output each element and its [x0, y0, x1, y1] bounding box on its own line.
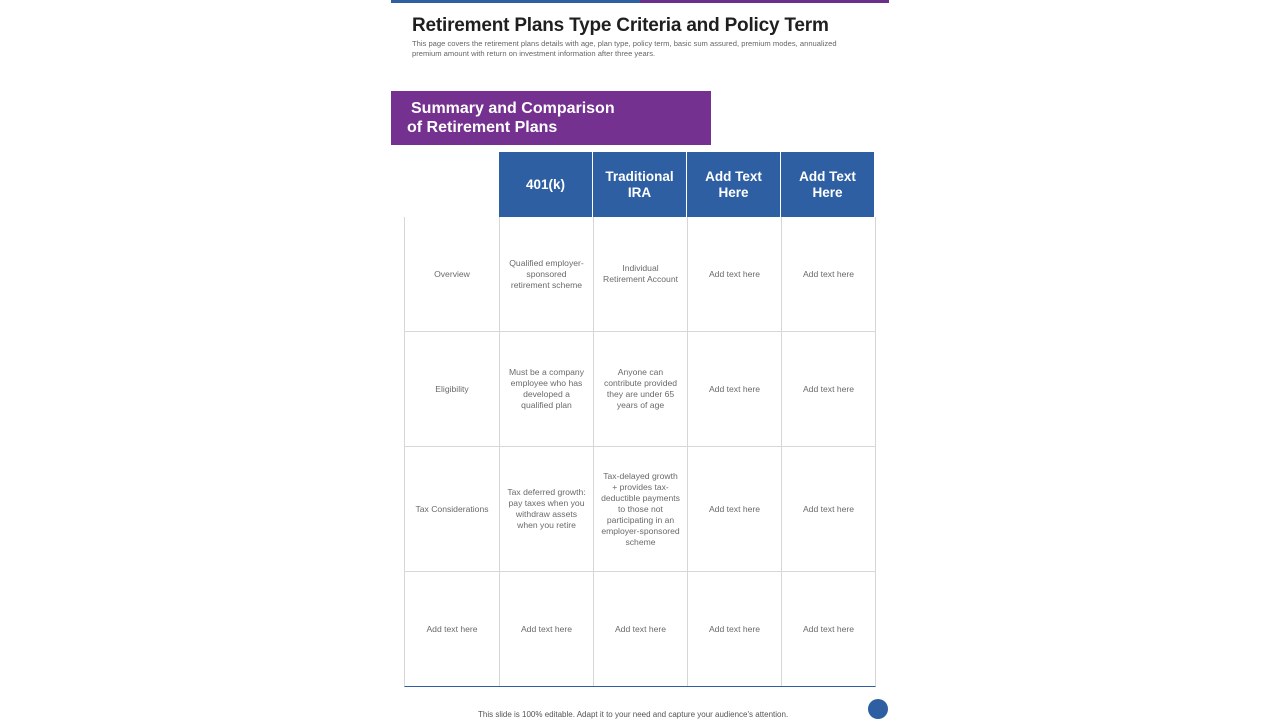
table-cell: Add text here [687, 447, 781, 571]
section-banner [391, 91, 711, 145]
table-cell: Add text here [593, 572, 687, 686]
table-cell: Add text here [781, 217, 875, 331]
table-body [404, 217, 876, 687]
comparison-table [404, 152, 876, 687]
column-header-traditional-ira: Traditional IRA [592, 152, 686, 217]
top-accent-purple [640, 0, 889, 3]
section-banner-line1: Summary and Comparison [411, 100, 615, 117]
table-cell: Qualified employer-sponsored retirement scheme [499, 217, 593, 331]
page-indicator-dot [868, 699, 888, 719]
column-header-401k: 401(k) [498, 152, 592, 217]
column-header-add-text-2: Add Text Here [780, 152, 874, 217]
table-cell: Anyone can contribute provided they are under 65 years of age [593, 332, 687, 446]
table-cell: Must be a company employee who has developed a qualified plan [499, 332, 593, 446]
top-accent-blue [391, 0, 640, 3]
column-header-add-text-1: Add Text Here [686, 152, 780, 217]
page-title: Retirement Plans Type Criteria and Policy Term [412, 15, 829, 36]
section-banner-line2: of Retirement Plans [407, 119, 558, 136]
row-label: Overview [434, 268, 470, 279]
table-cell: Tax-delayed growth + provides tax-deductible payments to those not participating in an employer-sponsored scheme [593, 447, 687, 571]
table-cell: Add text here [781, 332, 875, 446]
table-row-tax-considerations [405, 446, 875, 571]
table-row-overview [405, 217, 875, 331]
table-cell: Tax deferred growth: pay taxes when you withdraw assets when you retire [499, 447, 593, 571]
row-label: Add text here [426, 623, 478, 634]
table-cell: Add text here [781, 572, 875, 686]
top-accent-bar [391, 0, 889, 3]
table-cell: Add text here [687, 572, 781, 686]
table-header-spacer [404, 152, 498, 217]
table-cell: Individual Retirement Account [593, 217, 687, 331]
footer-note-text: This slide is 100% editable. Adapt it to your need and capture your audience's attention. [478, 710, 789, 719]
table-row-add-text [405, 571, 875, 686]
table-cell: Add text here [499, 572, 593, 686]
table-cell: Add text here [687, 332, 781, 446]
table-header-row [404, 152, 876, 217]
row-label: Eligibility [435, 383, 469, 394]
page-subtitle: This page covers the retirement plans details with age, plan type, policy term, basic sum assured, premium modes, annualized premium amount with return on investment information after three years. [412, 39, 837, 58]
table-row-eligibility [405, 331, 875, 446]
table-cell: Add text here [781, 447, 875, 571]
table-cell: Add text here [687, 217, 781, 331]
row-label: Tax Considerations [415, 503, 489, 514]
